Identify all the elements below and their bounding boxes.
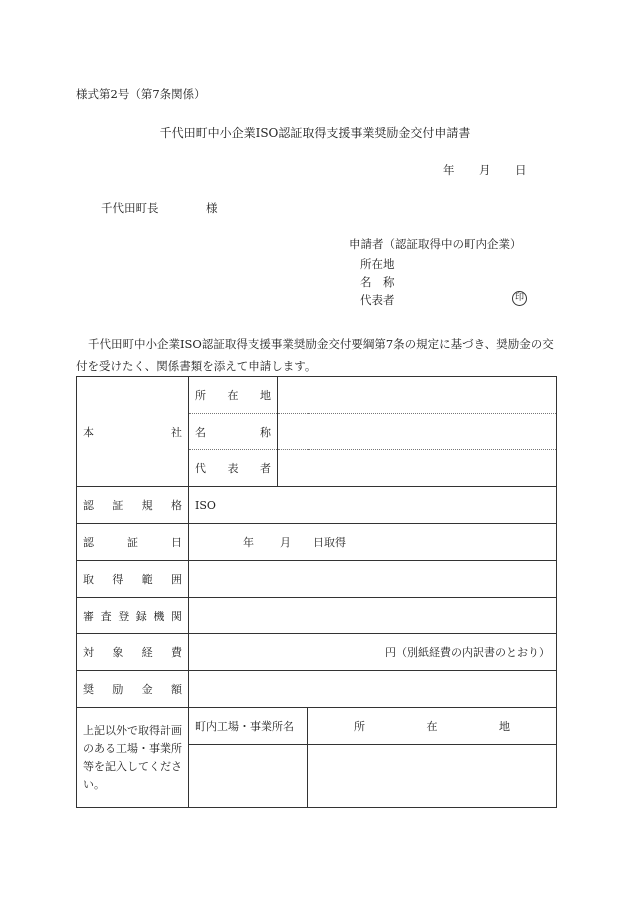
hq-rep-label (189, 450, 278, 487)
expenses-label (77, 634, 189, 671)
hq-label-char: 本 (83, 425, 94, 439)
label-char: 称 (260, 425, 271, 439)
cert-date-label (77, 524, 189, 561)
label-char: 機 (153, 609, 165, 623)
application-table (76, 376, 557, 808)
label-char: 励 (112, 683, 124, 696)
label-char: 代 (195, 462, 206, 475)
label-char: 認 (83, 536, 94, 549)
label-char: 在 (426, 720, 438, 733)
label-char: 録 (135, 609, 147, 623)
label-char: 額 (170, 683, 182, 696)
label-char: 審 (83, 609, 94, 623)
label-char: 取 (83, 573, 94, 586)
registrar-field[interactable] (189, 598, 557, 634)
label-char: 在 (227, 389, 239, 402)
hq-address-field[interactable] (278, 377, 557, 414)
label-char: 証 (112, 499, 124, 512)
expenses-value: 円（別紙経費の内訳書のとおり） (385, 646, 550, 659)
label-char: 地 (260, 389, 271, 402)
label-char: 象 (112, 646, 124, 659)
applicant-address-label: 所在地 (360, 257, 395, 271)
applicant-heading: 申請者（認証取得中の町内企業） (349, 237, 522, 251)
label-char: 所 (195, 389, 206, 402)
label-char: 奨 (83, 683, 94, 696)
cert-year-label: 年 (243, 536, 254, 549)
label-char: 認 (83, 499, 94, 512)
application-statement-text: 千代田町中小企業ISO認証取得支援事業奨励金交付要綱第7条の規定に基づき、奨励金の交付を受けたく、関係書類を添えて申請します。 (76, 337, 554, 373)
date-day-label: 日 (515, 163, 527, 177)
document-title: 千代田町中小企業ISO認証取得支援事業奨励金交付申請書 (159, 126, 471, 140)
hq-name-field[interactable] (278, 414, 557, 450)
hq-rep-field[interactable] (278, 450, 557, 487)
label-char: 登 (118, 609, 130, 623)
label-char: 表 (227, 462, 239, 475)
label-char: 囲 (170, 573, 182, 586)
label-char: 経 (141, 646, 153, 659)
date-month-label: 月 (479, 163, 491, 177)
label-char: 所 (354, 720, 365, 733)
label-char: 名 (195, 425, 206, 439)
registrar-label (77, 598, 189, 634)
scope-label (77, 561, 189, 598)
other-sites-name-field[interactable] (189, 745, 308, 808)
label-char: 査 (100, 609, 112, 623)
label-char: 範 (141, 573, 153, 586)
applicant-representative-label: 代表者 (360, 293, 395, 307)
label-char: 費 (170, 646, 182, 659)
label-char: 規 (141, 499, 153, 512)
label-char: 者 (260, 462, 271, 475)
grant-label (77, 671, 189, 708)
cert-day-label: 日取得 (313, 536, 346, 549)
seal-mark: 印 (512, 291, 527, 306)
other-sites-name-header: 町内工場・事業所名 (189, 708, 308, 745)
label-char: 金 (141, 683, 153, 696)
label-char: 関 (170, 609, 182, 623)
label-char: 対 (83, 646, 94, 659)
hq-address-label (189, 377, 278, 414)
hq-label-char: 社 (171, 425, 182, 439)
standard-label (77, 487, 189, 524)
label-char: 地 (499, 720, 510, 733)
cert-date-field[interactable] (189, 524, 557, 561)
application-statement (76, 333, 560, 377)
form-number: 様式第2号（第7条関係） (76, 87, 206, 101)
other-sites-label: 上記以外で取得計画のある工場・事業所等を記入してください。 (77, 708, 189, 808)
date-year-label: 年 (443, 163, 455, 177)
hq-label-cell (77, 377, 189, 487)
addressee-honorific: 様 (206, 201, 218, 215)
addressee-name: 千代田町長 (101, 201, 159, 215)
scope-field[interactable] (189, 561, 557, 598)
standard-value: ISO (195, 498, 216, 512)
label-char: 証 (127, 536, 138, 549)
other-sites-address-field[interactable] (308, 745, 557, 808)
expenses-field[interactable] (189, 634, 557, 671)
cert-month-label: 月 (280, 536, 291, 549)
applicant-name-label: 名 称 (360, 275, 395, 289)
other-sites-address-header (308, 708, 557, 745)
label-char: 格 (170, 499, 182, 512)
grant-field[interactable] (189, 671, 557, 708)
standard-field[interactable] (189, 487, 557, 524)
label-char: 日 (171, 536, 182, 549)
hq-name-label (189, 414, 278, 450)
label-char: 得 (112, 573, 124, 586)
